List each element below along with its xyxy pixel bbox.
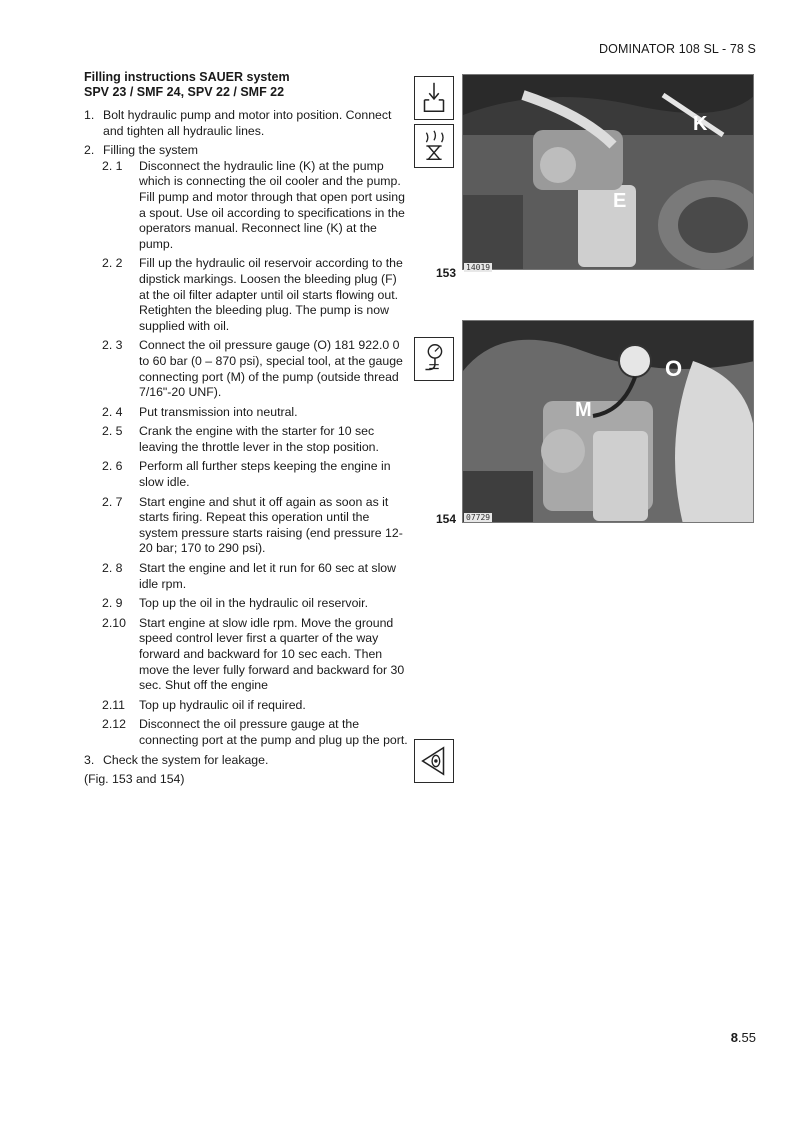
page-number-value: .55 [737, 1030, 756, 1045]
figure-154-photo [462, 320, 754, 523]
step-1 [84, 108, 408, 139]
substep-2-3: 2. 3 Connect the oil pressure gauge (O) 181 922.0 0 to 60 bar (0 – 870 psi), special tool, at the gauge connecting port (M) of the pump (outside thread 7/16"-20 UNF). [102, 338, 403, 400]
step-text: Bolt hydraulic pump and motor into position. Connect and tighten all hydraulic lines. [103, 108, 392, 138]
step-number: 2. [84, 143, 95, 158]
figure-reference: (Fig. 153 and 154) [84, 772, 185, 787]
substep-2-1: 2. 1 Disconnect the hydraulic line (K) at the pump which is connecting the oil cooler and the pump. Fill pump and motor through that open port using a spout. Use oil according to specifications in the operators manual. Reconnect line (K) at the pump. [102, 158, 405, 251]
visual-inspection-icon [414, 739, 454, 783]
figure-153-code: 14019 [466, 263, 491, 272]
substep-2-5: 2. 5 Crank the engine with the starter for 10 sec leaving the throttle lever in the stop position. [102, 424, 379, 454]
figure-154-label-o: O [665, 356, 683, 381]
substep-2-12: 2.12 Disconnect the oil pressure gauge at the connecting port at the pump and plug up the port. [102, 717, 408, 747]
section-title-line1: Filling instructions SAUER system [84, 70, 290, 84]
page-chapter: 8 [730, 1030, 738, 1045]
instructions [84, 108, 408, 788]
pressure-gauge-tool-icon [414, 337, 454, 381]
section-title [84, 70, 290, 100]
figure-153-label-k: K [693, 113, 708, 135]
oil-fill-icon [414, 76, 454, 120]
bleed-icon [414, 124, 454, 168]
substep-2-9: 2. 9 Top up the oil in the hydraulic oil reservoir. [102, 596, 368, 611]
substep-2-10: 2.10 Start engine at slow idle rpm. Move the ground speed control lever first a quarter of the way forward and backward for 10 sec each. Then move the lever fully forward and backward for 30 sec. Shut off the engine [102, 615, 405, 693]
figure-153-label-e: E [613, 190, 627, 212]
figure-154-number: 154 [436, 512, 457, 526]
substep-2-2: 2. 2 Fill up the hydraulic oil reservoir according to the dipstick markings. Loosen the bleeding plug (F) at the oil filter adapter until oil starts flowing out. Retighten the bleeding plug. The pump is now supplied with oil. [102, 256, 403, 333]
substep-2-11: 2.11 Top up hydraulic oil if required. [102, 697, 306, 712]
step-number: 1. [84, 108, 95, 122]
figure-154-label-m: M [575, 399, 592, 421]
page-number [731, 1030, 756, 1045]
figure-154-code: 07729 [466, 513, 491, 522]
step-number: 3. [84, 752, 95, 767]
substep-2-8: 2. 8 Start the engine and let it run for 60 sec at slow idle rpm. [102, 561, 397, 591]
step-2 [84, 143, 408, 159]
substep-2-4: 2. 4 Put transmission into neutral. [102, 404, 298, 419]
step-3 [84, 753, 408, 769]
step-text: Check the system for leakage. [103, 752, 269, 767]
section-title-line2: SPV 23 / SMF 24, SPV 22 / SMF 22 [84, 85, 285, 99]
figure-153-photo [462, 74, 754, 270]
figure-153-number: 153 [436, 266, 457, 280]
step-text: Filling the system [103, 143, 198, 158]
page-header-model: DOMINATOR 108 SL - 78 S [599, 42, 756, 56]
substep-2-6: 2. 6 Perform all further steps keeping the engine in slow idle. [102, 459, 391, 490]
substep-2-7: 2. 7 Start engine and shut it off again as soon as it starts firing. Repeat this operation until the system pressure starts raising (end pressure 12-20 bar; 170 to 290 psi). [102, 494, 403, 556]
